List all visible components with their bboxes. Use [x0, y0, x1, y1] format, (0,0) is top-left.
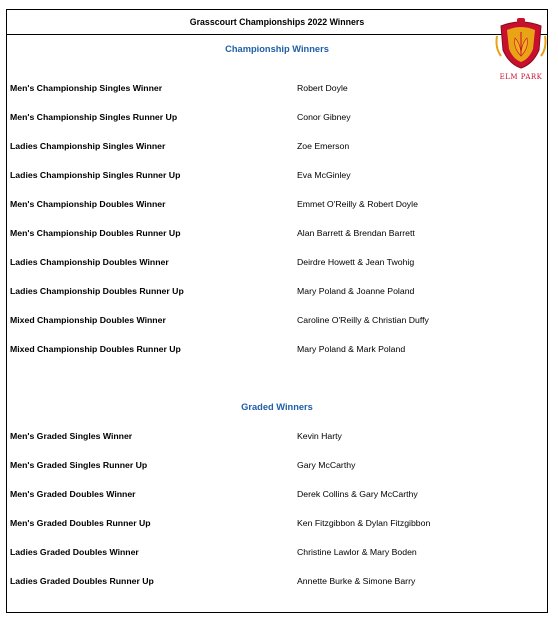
award-winner: Emmet O'Reilly & Robert Doyle [297, 199, 418, 209]
award-label: Ladies Graded Doubles Winner [10, 547, 139, 557]
table-row [7, 518, 547, 532]
table-row [7, 257, 547, 271]
award-label: Ladies Championship Doubles Runner Up [10, 286, 184, 296]
award-winner: Alan Barrett & Brendan Barrett [297, 228, 415, 238]
table-row [7, 199, 547, 213]
award-label: Men's Graded Doubles Winner [10, 489, 136, 499]
award-winner: Eva McGinley [297, 170, 351, 180]
award-label: Men's Championship Doubles Winner [10, 199, 166, 209]
award-label: Mixed Championship Doubles Runner Up [10, 344, 181, 354]
award-winner: Christine Lawlor & Mary Boden [297, 547, 417, 557]
table-row [7, 112, 547, 126]
award-label: Ladies Championship Singles Runner Up [10, 170, 181, 180]
table-row [7, 315, 547, 329]
award-label: Men's Graded Singles Runner Up [10, 460, 148, 470]
award-winner: Conor Gibney [297, 112, 351, 122]
award-label: Ladies Championship Doubles Winner [10, 257, 169, 267]
table-row [7, 170, 547, 184]
award-label: Men's Graded Singles Winner [10, 431, 133, 441]
award-winner: Zoe Emerson [297, 141, 350, 151]
award-winner: Ken Fitzgibbon & Dylan Fitzgibbon [297, 518, 431, 528]
table-row [7, 228, 547, 242]
results-sheet [6, 9, 548, 613]
section-heading-championship: Championship Winners [225, 44, 329, 54]
award-winner: Caroline O'Reilly & Christian Duffy [297, 315, 429, 325]
award-winner: Derek Collins & Gary McCarthy [297, 489, 418, 499]
award-label: Men's Championship Singles Runner Up [10, 112, 178, 122]
table-row [7, 576, 547, 590]
award-winner: Mary Poland & Joanne Poland [297, 286, 415, 296]
table-row [7, 489, 547, 503]
award-label: Men's Championship Singles Winner [10, 83, 163, 93]
award-label: Ladies Championship Singles Winner [10, 141, 166, 151]
award-label: Ladies Graded Doubles Runner Up [10, 576, 154, 586]
award-label: Mixed Championship Doubles Winner [10, 315, 166, 325]
logo-text: ELM PARK [499, 73, 543, 81]
award-winner: Mary Poland & Mark Poland [297, 344, 406, 354]
award-winner: Annette Burke & Simone Barry [297, 576, 416, 586]
table-row [7, 547, 547, 561]
award-label: Men's Graded Doubles Runner Up [10, 518, 151, 528]
award-winner: Kevin Harty [297, 431, 342, 441]
award-label: Men's Championship Doubles Runner Up [10, 228, 181, 238]
page-title: Grasscourt Championships 2022 Winners [7, 10, 547, 35]
table-row [7, 83, 547, 97]
table-row [7, 286, 547, 300]
table-row [7, 431, 547, 445]
table-row [7, 344, 547, 358]
table-row [7, 141, 547, 155]
award-winner: Gary McCarthy [297, 460, 356, 470]
section-heading-graded: Graded Winners [241, 402, 313, 412]
award-winner: Robert Doyle [297, 83, 348, 93]
award-winner: Deirdre Howett & Jean Twohig [297, 257, 415, 267]
table-row [7, 460, 547, 474]
